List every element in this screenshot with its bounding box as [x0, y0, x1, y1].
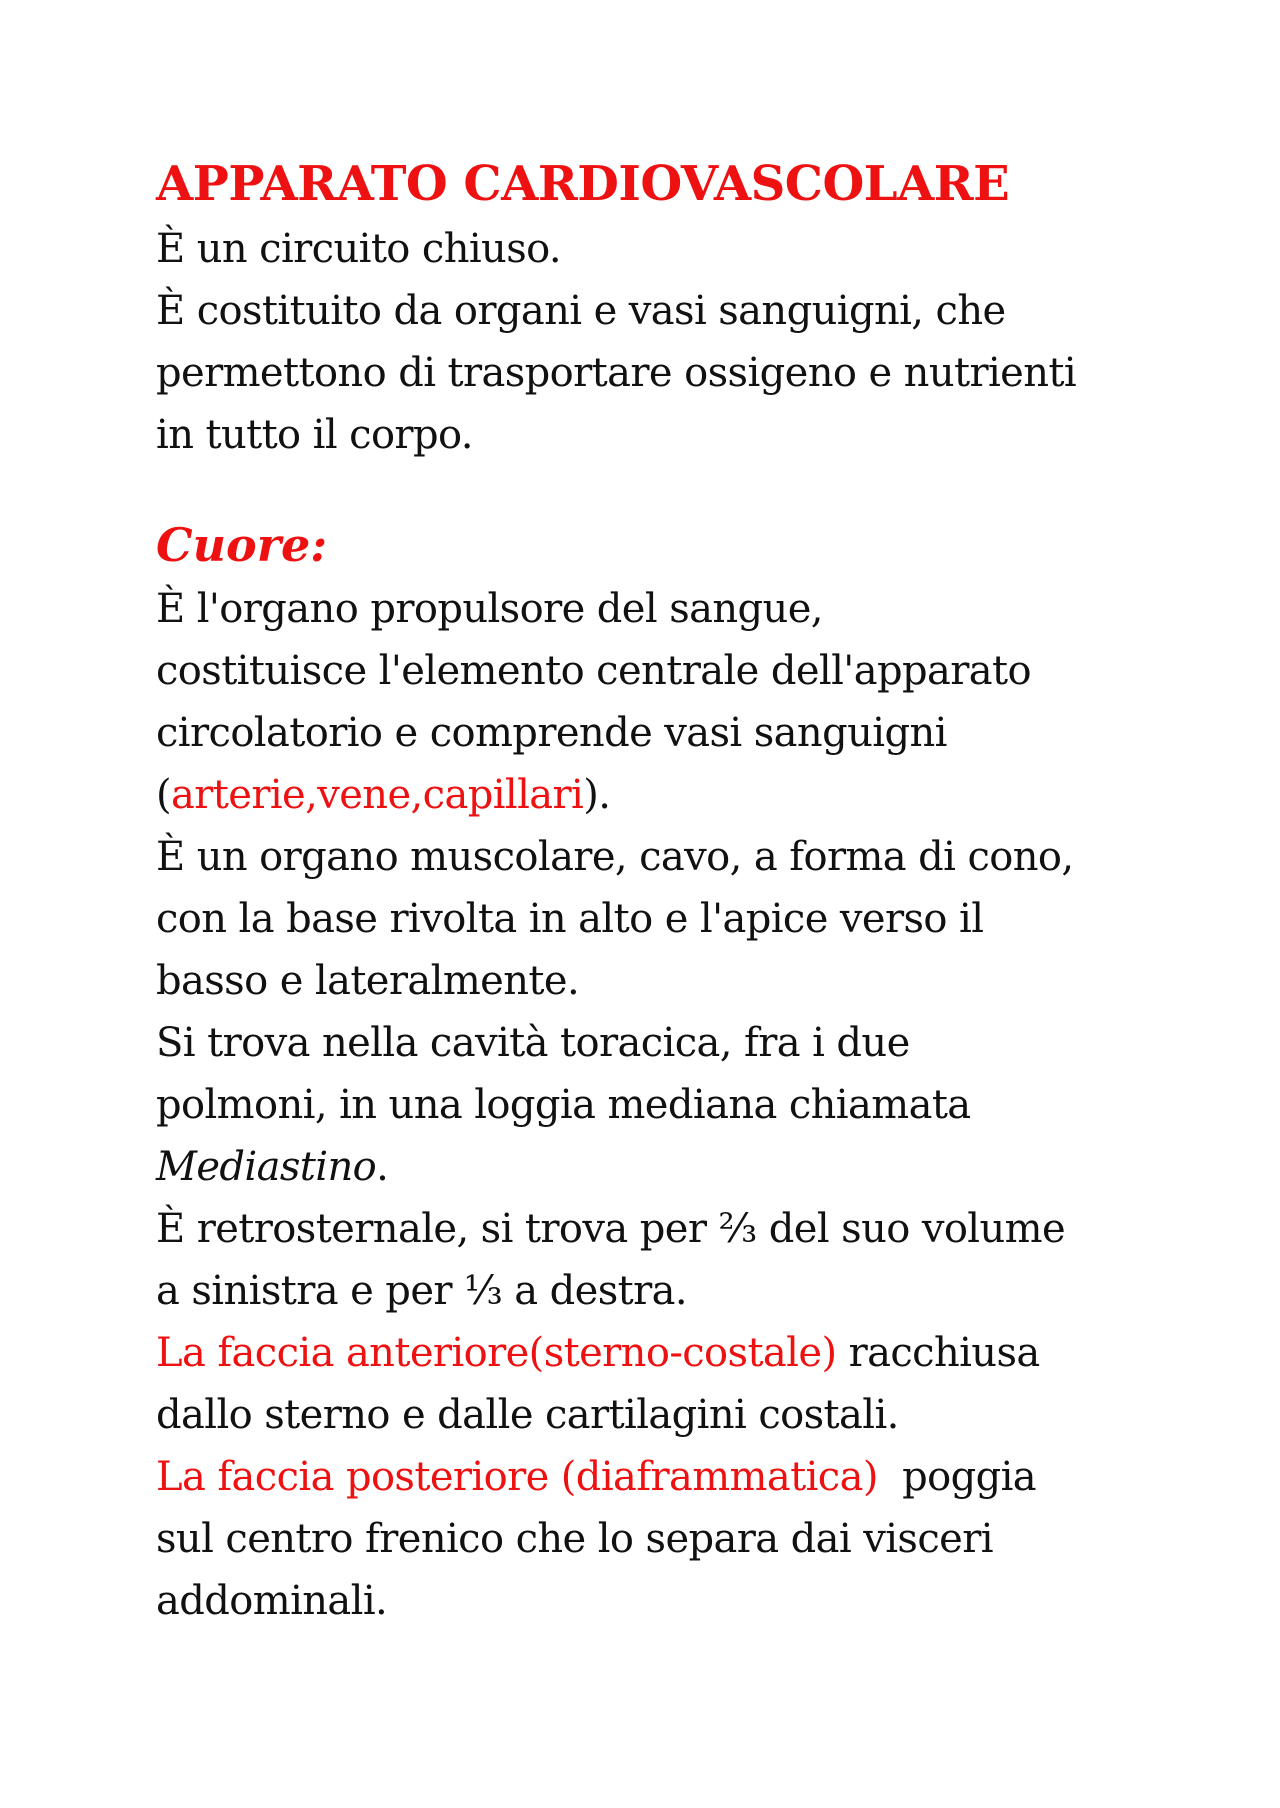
- section-gap: [156, 466, 1166, 512]
- body-line-anterior: [156, 1322, 1166, 1384]
- body-line: con la base rivolta in alto e l'apice verso il: [156, 896, 984, 942]
- body-line: polmoni, in una loggia mediana chiamata: [156, 1082, 971, 1128]
- intro-line: permettono di trasportare ossigeno e nutrienti: [156, 350, 1077, 396]
- body-line: sul centro frenico che lo separa dai visceri: [156, 1516, 993, 1562]
- intro-line: È un circuito chiuso.: [156, 226, 562, 272]
- body-line: Si trova nella cavità toracica, fra i due: [156, 1020, 910, 1066]
- body-line: costituisce l'elemento centrale dell'apparato: [156, 648, 1031, 694]
- body-line-vessels: [156, 764, 1166, 826]
- section-heading-cuore: Cuore:: [156, 518, 328, 572]
- body-line: circolatorio e comprende vasi sanguigni: [156, 710, 947, 756]
- body-line: addominali.: [156, 1578, 388, 1624]
- page-title: APPARATO CARDIOVASCOLARE: [156, 156, 1010, 212]
- paren-close: ).: [583, 772, 611, 818]
- body-line-mediastino: [156, 1136, 1166, 1198]
- body-line: basso e lateralmente.: [156, 958, 580, 1004]
- body-line: È l'organo propulsore del sangue,: [156, 586, 823, 632]
- highlight-vessels: arterie,vene,capillari: [171, 772, 584, 818]
- period: .: [376, 1144, 389, 1190]
- body-line: È un organo muscolare, cavo, a forma di cono,: [156, 834, 1074, 880]
- body-text: racchiusa: [836, 1330, 1040, 1376]
- document-page: [156, 150, 1166, 1632]
- body-line: dallo sterno e dalle cartilagini costali.: [156, 1392, 899, 1438]
- body-line: È retrosternale, si trova per ⅔ del suo volume: [156, 1206, 1066, 1252]
- intro-line: in tutto il corpo.: [156, 412, 473, 458]
- highlight-posterior-face: La faccia posteriore (diaframmatica): [156, 1454, 878, 1500]
- paren-open: (: [156, 772, 172, 818]
- body-text: poggia: [877, 1454, 1037, 1500]
- body-line: a sinistra e per ⅓ a destra.: [156, 1268, 688, 1314]
- highlight-anterior-face: La faccia anteriore(sterno-costale): [156, 1330, 837, 1376]
- intro-line: È costituito da organi e vasi sanguigni, che: [156, 288, 1006, 334]
- body-line-posterior: [156, 1446, 1166, 1508]
- term-mediastino: Mediastino: [156, 1144, 377, 1190]
